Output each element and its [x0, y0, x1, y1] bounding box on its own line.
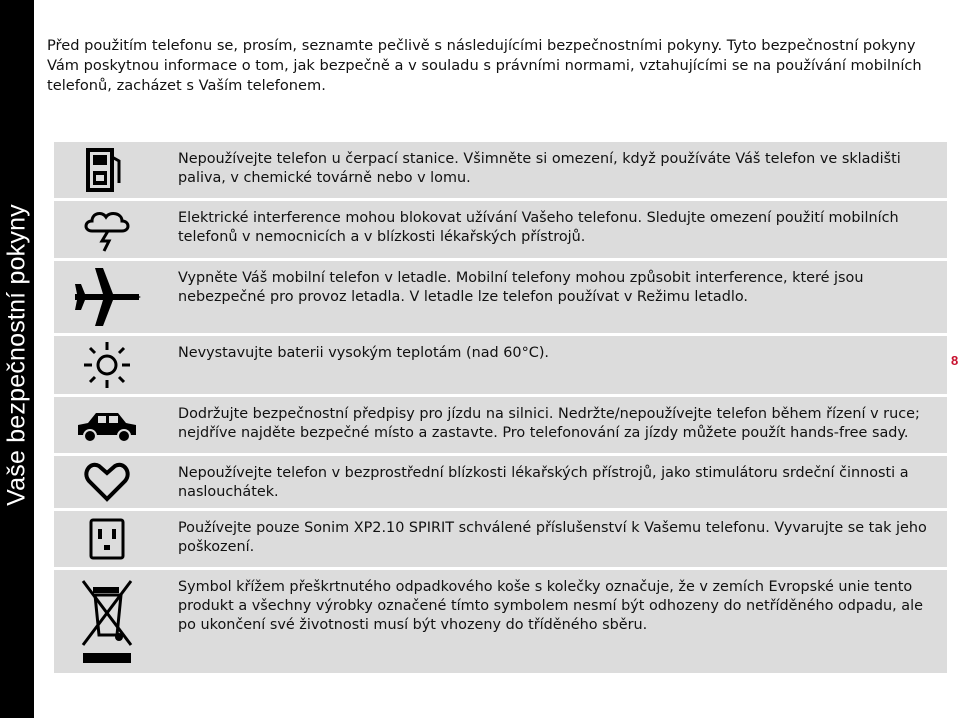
crossed-bin-icon	[54, 570, 159, 673]
side-tab	[0, 0, 34, 718]
instruction-row-medical	[54, 456, 947, 508]
airplane-icon	[54, 261, 159, 333]
page-number: 8	[951, 353, 959, 368]
instruction-text: Symbol křížem přeškrtnutého odpadkového koše s kolečky označuje, že v zemích Evropské unie tento produkt a všechny výrobky označené tímto symbolem nesmí být odhozeny do netříděného odpadu, ale po ukončení své životnosti musí být vhozeny do tříděného sběru.	[178, 579, 923, 633]
instruction-text: Nepoužívejte telefon u čerpací stanice. Všimněte si omezení, když používáte Váš telefon ve skladišti paliva, v chemické továrně nebo v lomu.	[178, 151, 901, 186]
lightning-cloud-icon	[54, 201, 159, 258]
instruction-row-interference	[54, 201, 947, 258]
instruction-text: Vypněte Váš mobilní telefon v letadle. Mobilní telefony mohou způsobit interference, které jsou nebezpečné pro provoz letadla. V letadle lze telefon používat v Režimu letadlo.	[178, 270, 864, 305]
side-tab-title: Vaše bezpečnostní pokyny	[2, 204, 31, 506]
power-outlet-icon	[54, 511, 159, 567]
instruction-text: Nepoužívejte telefon v bezprostřední blízkosti lékařských přístrojů, jako stimulátoru srdeční činnosti a naslouchátek.	[178, 465, 909, 500]
car-icon	[54, 397, 159, 453]
instruction-row-driving	[54, 397, 947, 453]
instruction-text: Dodržujte bezpečnostní předpisy pro jízdu na silnici. Nedržte/nepoužívejte telefon během řízení v ruce; nejdříve najděte bezpečné místo a zastavte. Pro telefonování za jízdy můžete použít hands-free sady.	[178, 406, 920, 441]
safety-instructions-table	[54, 142, 947, 676]
intro-paragraph: Před použitím telefonu se, prosím, seznamte pečlivě s následujícími bezpečnostními pokyny. Tyto bezpečnostní pokyny Vám poskytnou informace o tom, jak bezpečně a v souladu s právními normami, vztahujícími se na používání mobilních telefonů, zacházet s Vaším telefonem.	[47, 37, 922, 94]
instruction-row-accessories	[54, 511, 947, 567]
instruction-text: Nevystavujte baterii vysokým teplotám (nad 60°C).	[178, 345, 550, 361]
instruction-text: Elektrické interference mohou blokovat užívání Vašeho telefonu. Sledujte omezení použití mobilních telefonů v nemocnicích a v blízkosti lékařských přístrojů.	[178, 210, 899, 245]
instruction-row-fuel	[54, 142, 947, 198]
sun-icon	[54, 336, 159, 394]
instruction-row-aircraft	[54, 261, 947, 333]
heart-icon	[54, 456, 159, 508]
instruction-row-disposal	[54, 570, 947, 673]
fuel-pump-icon	[54, 142, 159, 198]
instruction-row-temperature	[54, 336, 947, 394]
instruction-text: Používejte pouze Sonim XP2.10 SPIRIT schválené příslušenství k Vašemu telefonu. Vyvarujte se tak jeho poškození.	[178, 520, 927, 555]
